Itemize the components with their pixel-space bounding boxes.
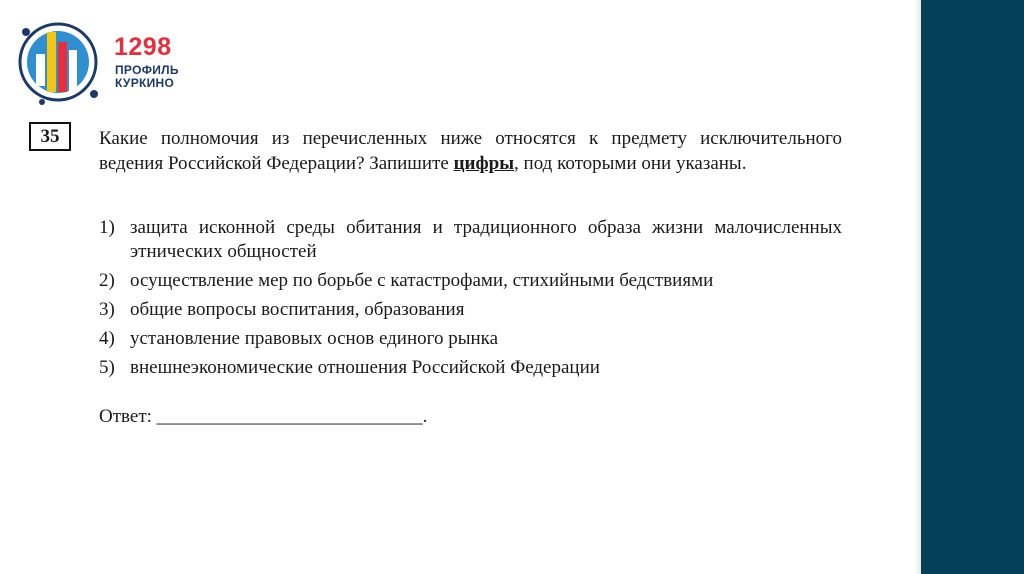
option-number: 5) bbox=[99, 357, 115, 378]
option-item bbox=[99, 356, 842, 380]
question-text-start: Какие полномочия из перечисленных ниже относятся к предмету исключительного ведения Российской Федерации? Запишите bbox=[99, 128, 842, 174]
option-number: 2) bbox=[99, 270, 115, 291]
answer-blank: ____________________________. bbox=[156, 406, 428, 427]
question-number: 35 bbox=[29, 122, 71, 151]
option-item bbox=[99, 298, 842, 322]
option-number: 1) bbox=[99, 217, 115, 238]
option-text: внешнеэкономические отношения Российской Федерации bbox=[130, 357, 600, 378]
option-text: установление правовых основ единого рынка bbox=[130, 328, 499, 349]
option-item bbox=[99, 216, 842, 264]
logo-line-1: ПРОФИЛЬ bbox=[115, 63, 179, 77]
question-text-end: , под которыми они указаны. bbox=[514, 153, 747, 174]
school-logo bbox=[14, 14, 189, 114]
option-number: 4) bbox=[99, 328, 115, 349]
logo-number: 1298 bbox=[114, 33, 172, 61]
logo-line-2: КУРКИНО bbox=[115, 76, 175, 90]
option-item bbox=[99, 327, 842, 351]
option-text: осуществление мер по борьбе с катастрофами, стихийными бедствиями bbox=[130, 270, 714, 291]
option-item bbox=[99, 269, 842, 293]
option-text: общие вопросы воспитания, образования bbox=[130, 299, 465, 320]
question-text bbox=[99, 126, 842, 176]
slide-edge bbox=[914, 0, 921, 574]
side-panel bbox=[921, 0, 1024, 574]
option-text: защита исконной среды обитания и традиционного образа жизни малочисленных этнических общностей bbox=[130, 217, 842, 262]
question-keyword: цифры bbox=[453, 153, 515, 174]
answer-label: Ответ: bbox=[99, 406, 152, 427]
answer-line bbox=[99, 404, 427, 429]
answer-options bbox=[99, 216, 842, 385]
logo-emblem-icon bbox=[14, 14, 114, 114]
option-number: 3) bbox=[99, 299, 115, 320]
